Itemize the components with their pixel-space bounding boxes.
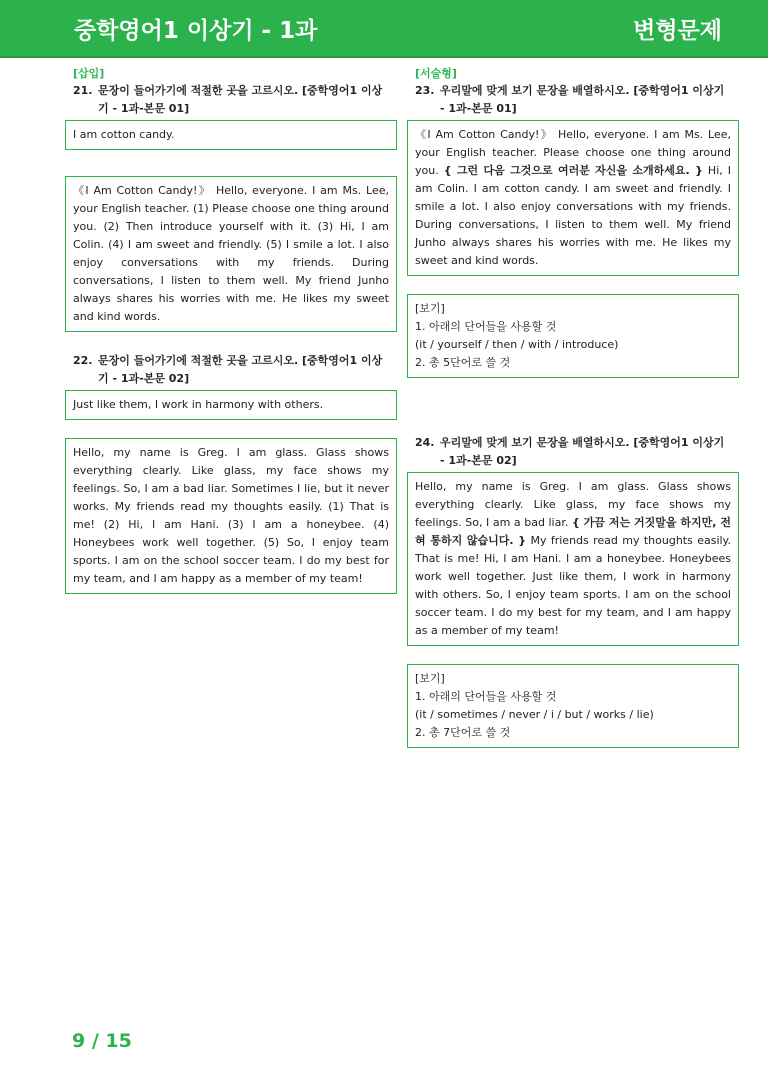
page-header [0, 0, 768, 58]
page-number: 9 / 15 [72, 1030, 132, 1052]
section-tag-writing: [서술형] [415, 67, 457, 80]
question-text: 문장이 들어가기에 적절한 곳을 고르시오. [중학영어1 이상기 - 1과-본문 01] [98, 84, 383, 115]
passage-text: Hello, my name is Greg. I am glass. Glass shows everything clearly. Like glass, my face shows my feelings. So, I am a bad liar. [415, 480, 731, 529]
question-23 [407, 82, 739, 118]
passage-box: Hello, my name is Greg. I am glass. Glass shows everything clearly. Like glass, my face shows my feelings. So, I am a bad liar. Sometimes I lie, but it never works. My friends read my thoughts easily. (1) That is me! (2) Hi, I am Hani. (3) I am a honeybee. (4) Honeybees work well together. (5) So, I enjoy team sports. I am on the school soccer team. I do my best for my team, and I am happy as a member of my team! [65, 438, 397, 594]
question-number: 24. [415, 436, 435, 449]
question-21 [65, 82, 397, 118]
korean-prompt: { 가끔 저는 거짓말을 하지만, 전혀 통하지 않습니다. } [415, 516, 731, 547]
bogi-rule: 1. 아래의 단어들을 사용할 것 [415, 320, 557, 333]
question-text: 우리말에 맞게 보기 문장을 배열하시오. [중학영어1 이상기 - 1과-본문 02] [440, 436, 725, 467]
header-title: 중학영어1 이상기 - 1과 [74, 17, 318, 44]
bogi-title: [보기] [415, 672, 445, 685]
given-sentence-box: Just like them, I work in harmony with others. [65, 390, 397, 420]
question-number: 22. [73, 354, 93, 367]
passage-text: 《I Am Cotton Candy!》 Hello, everyone. I am Ms. Lee, your English teacher. Please choose one thing around you. [415, 128, 731, 177]
passage-box: 《I Am Cotton Candy!》 Hello, everyone. I am Ms. Lee, your English teacher. (1) Please choose one thing around you. (2) Then introduce yourself with it. (3) Hi, I am Colin. (4) I am sweet and friendly. (5) I smile a lot. I also enjoy conversations with my friends. During conversations, I listen to them well. My friend Junho always shares his worries with me. He likes my sweet and kind words. [65, 176, 397, 332]
section-tag-insert: [삽입] [73, 67, 105, 80]
passage-box [407, 120, 739, 276]
bogi-title: [보기] [415, 302, 445, 315]
right-column [407, 66, 739, 748]
passage-text: My friends read my thoughts easily. That is me! Hi, I am Hani. I am a honeybee. Honeybees work well together. Just like them, I work in harmony with others. So, I enjoy team sports. I am on the school soccer team. I do my best for my team, and I am happy as a member of my team! [415, 534, 731, 637]
bogi-rule: 1. 아래의 단어들을 사용할 것 [415, 690, 557, 703]
question-22 [65, 352, 397, 388]
header-right-label: 변형문제 [633, 17, 722, 44]
question-number: 23. [415, 84, 435, 97]
passage-box [407, 472, 739, 646]
question-text: 우리말에 맞게 보기 문장을 배열하시오. [중학영어1 이상기 - 1과-본문 01] [440, 84, 725, 115]
bogi-box [407, 294, 739, 378]
question-number: 21. [73, 84, 93, 97]
korean-prompt: { 그런 다음 그것으로 여러분 자신을 소개하세요. } [443, 164, 703, 177]
passage-text: Hi, I am Colin. I am cotton candy. I am sweet and friendly. I smile a lot. I also enjoy conversations with my friends. During conversations, I listen to them well. My friend Junho always shares his worries with me. He likes my sweet and kind words. [415, 164, 732, 267]
given-sentence-box: I am cotton candy. [65, 120, 397, 150]
bogi-box [407, 664, 739, 748]
bogi-words: (it / yourself / then / with / introduce) [415, 338, 619, 351]
question-text: 문장이 들어가기에 적절한 곳을 고르시오. [중학영어1 이상기 - 1과-본문 02] [98, 354, 383, 385]
left-column [65, 66, 397, 594]
bogi-rule: 2. 총 7단어로 쓸 것 [415, 726, 511, 739]
bogi-rule: 2. 총 5단어로 쓸 것 [415, 356, 511, 369]
question-24 [407, 434, 739, 470]
bogi-words: (it / sometimes / never / i / but / works / lie) [415, 708, 654, 721]
